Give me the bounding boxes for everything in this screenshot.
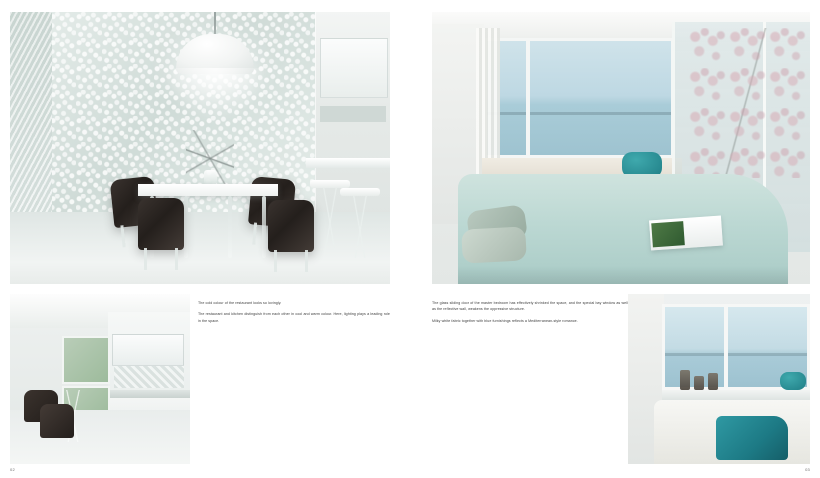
window-sill <box>662 390 810 400</box>
mosaic-backsplash <box>114 366 184 388</box>
bedroom-window-photo <box>628 294 810 464</box>
dining-table-top <box>138 184 278 196</box>
bed-shadow <box>458 266 788 284</box>
dining-room-scene <box>10 12 390 284</box>
upper-cabinet <box>112 334 184 366</box>
kitchen-photo <box>10 294 190 464</box>
dining-room-photo <box>10 12 390 284</box>
left-caption-block <box>198 300 390 329</box>
pendant-lamp-cord <box>214 12 216 36</box>
kitchen-chair <box>40 404 74 438</box>
bedroom-window-scene <box>628 294 810 464</box>
chair-legs <box>274 250 308 272</box>
teal-throw-blanket <box>716 416 788 460</box>
chair-legs <box>144 248 178 270</box>
left-caption-paragraph-2: The restaurant and kitchen distinguish from each other in cool and warm colour. Here, lighting plays a leading role in the space. <box>198 312 390 323</box>
page-number-right: 03 <box>805 467 810 472</box>
window-mullion <box>526 38 530 158</box>
kitchen-scene <box>10 294 190 464</box>
right-caption-block <box>432 300 628 329</box>
green-glass-panel <box>62 336 110 384</box>
open-book <box>649 216 723 251</box>
sill-ornaments <box>680 368 726 390</box>
bar-stool <box>340 188 380 258</box>
lamp-glow <box>164 68 266 124</box>
bar-counter <box>306 158 390 168</box>
dining-chair <box>138 198 184 250</box>
dining-chair <box>268 200 314 252</box>
bed-pillow <box>461 226 527 263</box>
right-caption-paragraph-1: The glass sliding door of the master bedroom has effectively shrinked the space, and the special bay window as well as the reflective wall, weakens the oppressive structure. <box>432 301 628 312</box>
sheer-curtain <box>476 28 500 178</box>
master-bedroom-photo <box>432 12 810 284</box>
right-caption-paragraph-2: Milky white fabric together with blue furnishings reflects a Mediterranean-style romance. <box>432 318 578 323</box>
teal-cushion <box>780 372 806 390</box>
page-number-left: 02 <box>10 467 15 472</box>
bay-window <box>484 38 674 158</box>
left-caption-paragraph-1: The cold colour of the restaurant looks so lovingly. <box>198 301 282 305</box>
master-bedroom-scene <box>432 12 810 284</box>
blossom-branch-decor <box>688 28 806 178</box>
mosaic-pillar <box>10 12 52 242</box>
